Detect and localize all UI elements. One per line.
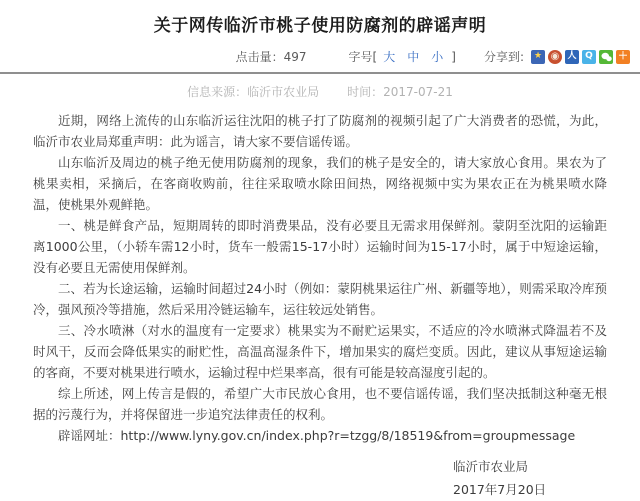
renren-share-icon[interactable] xyxy=(565,50,579,64)
source-value: 临沂市农业局 xyxy=(247,85,320,99)
person-icon: 人 xyxy=(567,51,577,61)
time-label: 时间： xyxy=(347,85,384,99)
signature-block xyxy=(0,455,640,501)
paragraph-point-1: 一、桃是鲜食产品，短期周转的即时消费果品，没有必要且无需求用保鲜剂。蒙阴至沈阳的运输距离1000公里，（小轿车需12小时，货车一般需15-17小时）运输时间为15-17小时，属于中短途运输，没有必要且无需使用保鲜剂。 xyxy=(33,218,607,275)
meta-row xyxy=(0,48,640,65)
page-title: 关于网传临沂市桃子使用防腐剂的辟谣声明 xyxy=(153,16,487,36)
source-label: 信息来源： xyxy=(187,85,248,99)
font-size-label: 字号[ xyxy=(348,50,378,64)
paragraph-statement: 山东临沂及周边的桃子绝无使用防腐剂的现象，我们的桃子是安全的，请大家放心食用。果农为了桃果卖相，采摘后，在客商收购前，往往采取喷水除田间热，网络视频中实为果农正在为桃果喷水降温，使桃果外观鲜艳。 xyxy=(33,155,607,212)
signature-agency: 临沂市农业局 xyxy=(453,459,529,474)
font-size-option-medium[interactable]: 中 xyxy=(407,50,420,64)
hits-label: 点击量： xyxy=(235,50,284,64)
more-share-icon[interactable] xyxy=(616,50,630,64)
paragraph-conclusion: 综上所述，网上传言是假的，希望广大市民放心食用，也不要信谣传谣，我们坚决抵制这种毫无根据的污蔑行为，并将保留进一步追究法律责任的权利。 xyxy=(33,386,607,422)
font-size-option-small[interactable]: 小 xyxy=(431,50,444,64)
hit-counter xyxy=(236,48,307,65)
font-size-switcher xyxy=(349,48,458,65)
weibo-eye-icon: ◉ xyxy=(550,50,560,62)
share-label: 分享到: xyxy=(483,50,524,64)
wechat-share-icon[interactable] xyxy=(599,50,613,64)
font-size-option-large[interactable]: 大 xyxy=(383,50,396,64)
signature-date: 2017年7月20日 xyxy=(453,482,547,497)
hits-value: 497 xyxy=(283,49,307,64)
qzone-share-icon[interactable] xyxy=(531,50,545,64)
star-icon: ★ xyxy=(533,51,543,61)
chat-bubbles-icon xyxy=(601,52,612,62)
share-bar xyxy=(484,48,630,65)
font-size-bracket: ] xyxy=(451,49,456,64)
qq-share-icon[interactable] xyxy=(582,50,596,64)
sina-weibo-share-icon[interactable] xyxy=(548,50,562,64)
plus-icon: ＋ xyxy=(618,50,628,62)
paragraph-point-3: 三、冷水喷淋（对水的温度有一定要求）桃果实为不耐贮运果实，不适应的冷水喷淋式降温若不及时风干，反而会降低果实的耐贮性，高温高湿条件下，增加果实的腐烂变质。因此，建议从事短途运输的客商，不要对桃果进行喷水，运输过程中烂果率高，很有可能是较高湿度引起的。 xyxy=(33,323,607,380)
q-swirl-icon: Q xyxy=(585,51,593,61)
source-row xyxy=(0,74,640,108)
article-body xyxy=(0,108,640,446)
time-value: 2017-07-21 xyxy=(383,85,453,99)
rebuttal-url-paragraph: 辟谣网址：http://www.lyny.gov.cn/index.php?r=tzgg/8/18519&from=groupmessage xyxy=(58,428,576,443)
paragraph-point-2: 二、若为长途运输，运输时间超过24小时（例如：蒙阴桃果运往广州、新疆等地），则需采取冷库预冷，强风预冷等措施，然后采用冷链运输车，运往较远处销售。 xyxy=(33,281,607,317)
paragraph-intro: 近期，网络上流传的山东临沂运往沈阳的桃子打了防腐剂的视频引起了广大消费者的恐慌，为此，临沂市农业局郑重声明：此为谣言，请大家不要信谣传谣。 xyxy=(33,113,607,149)
